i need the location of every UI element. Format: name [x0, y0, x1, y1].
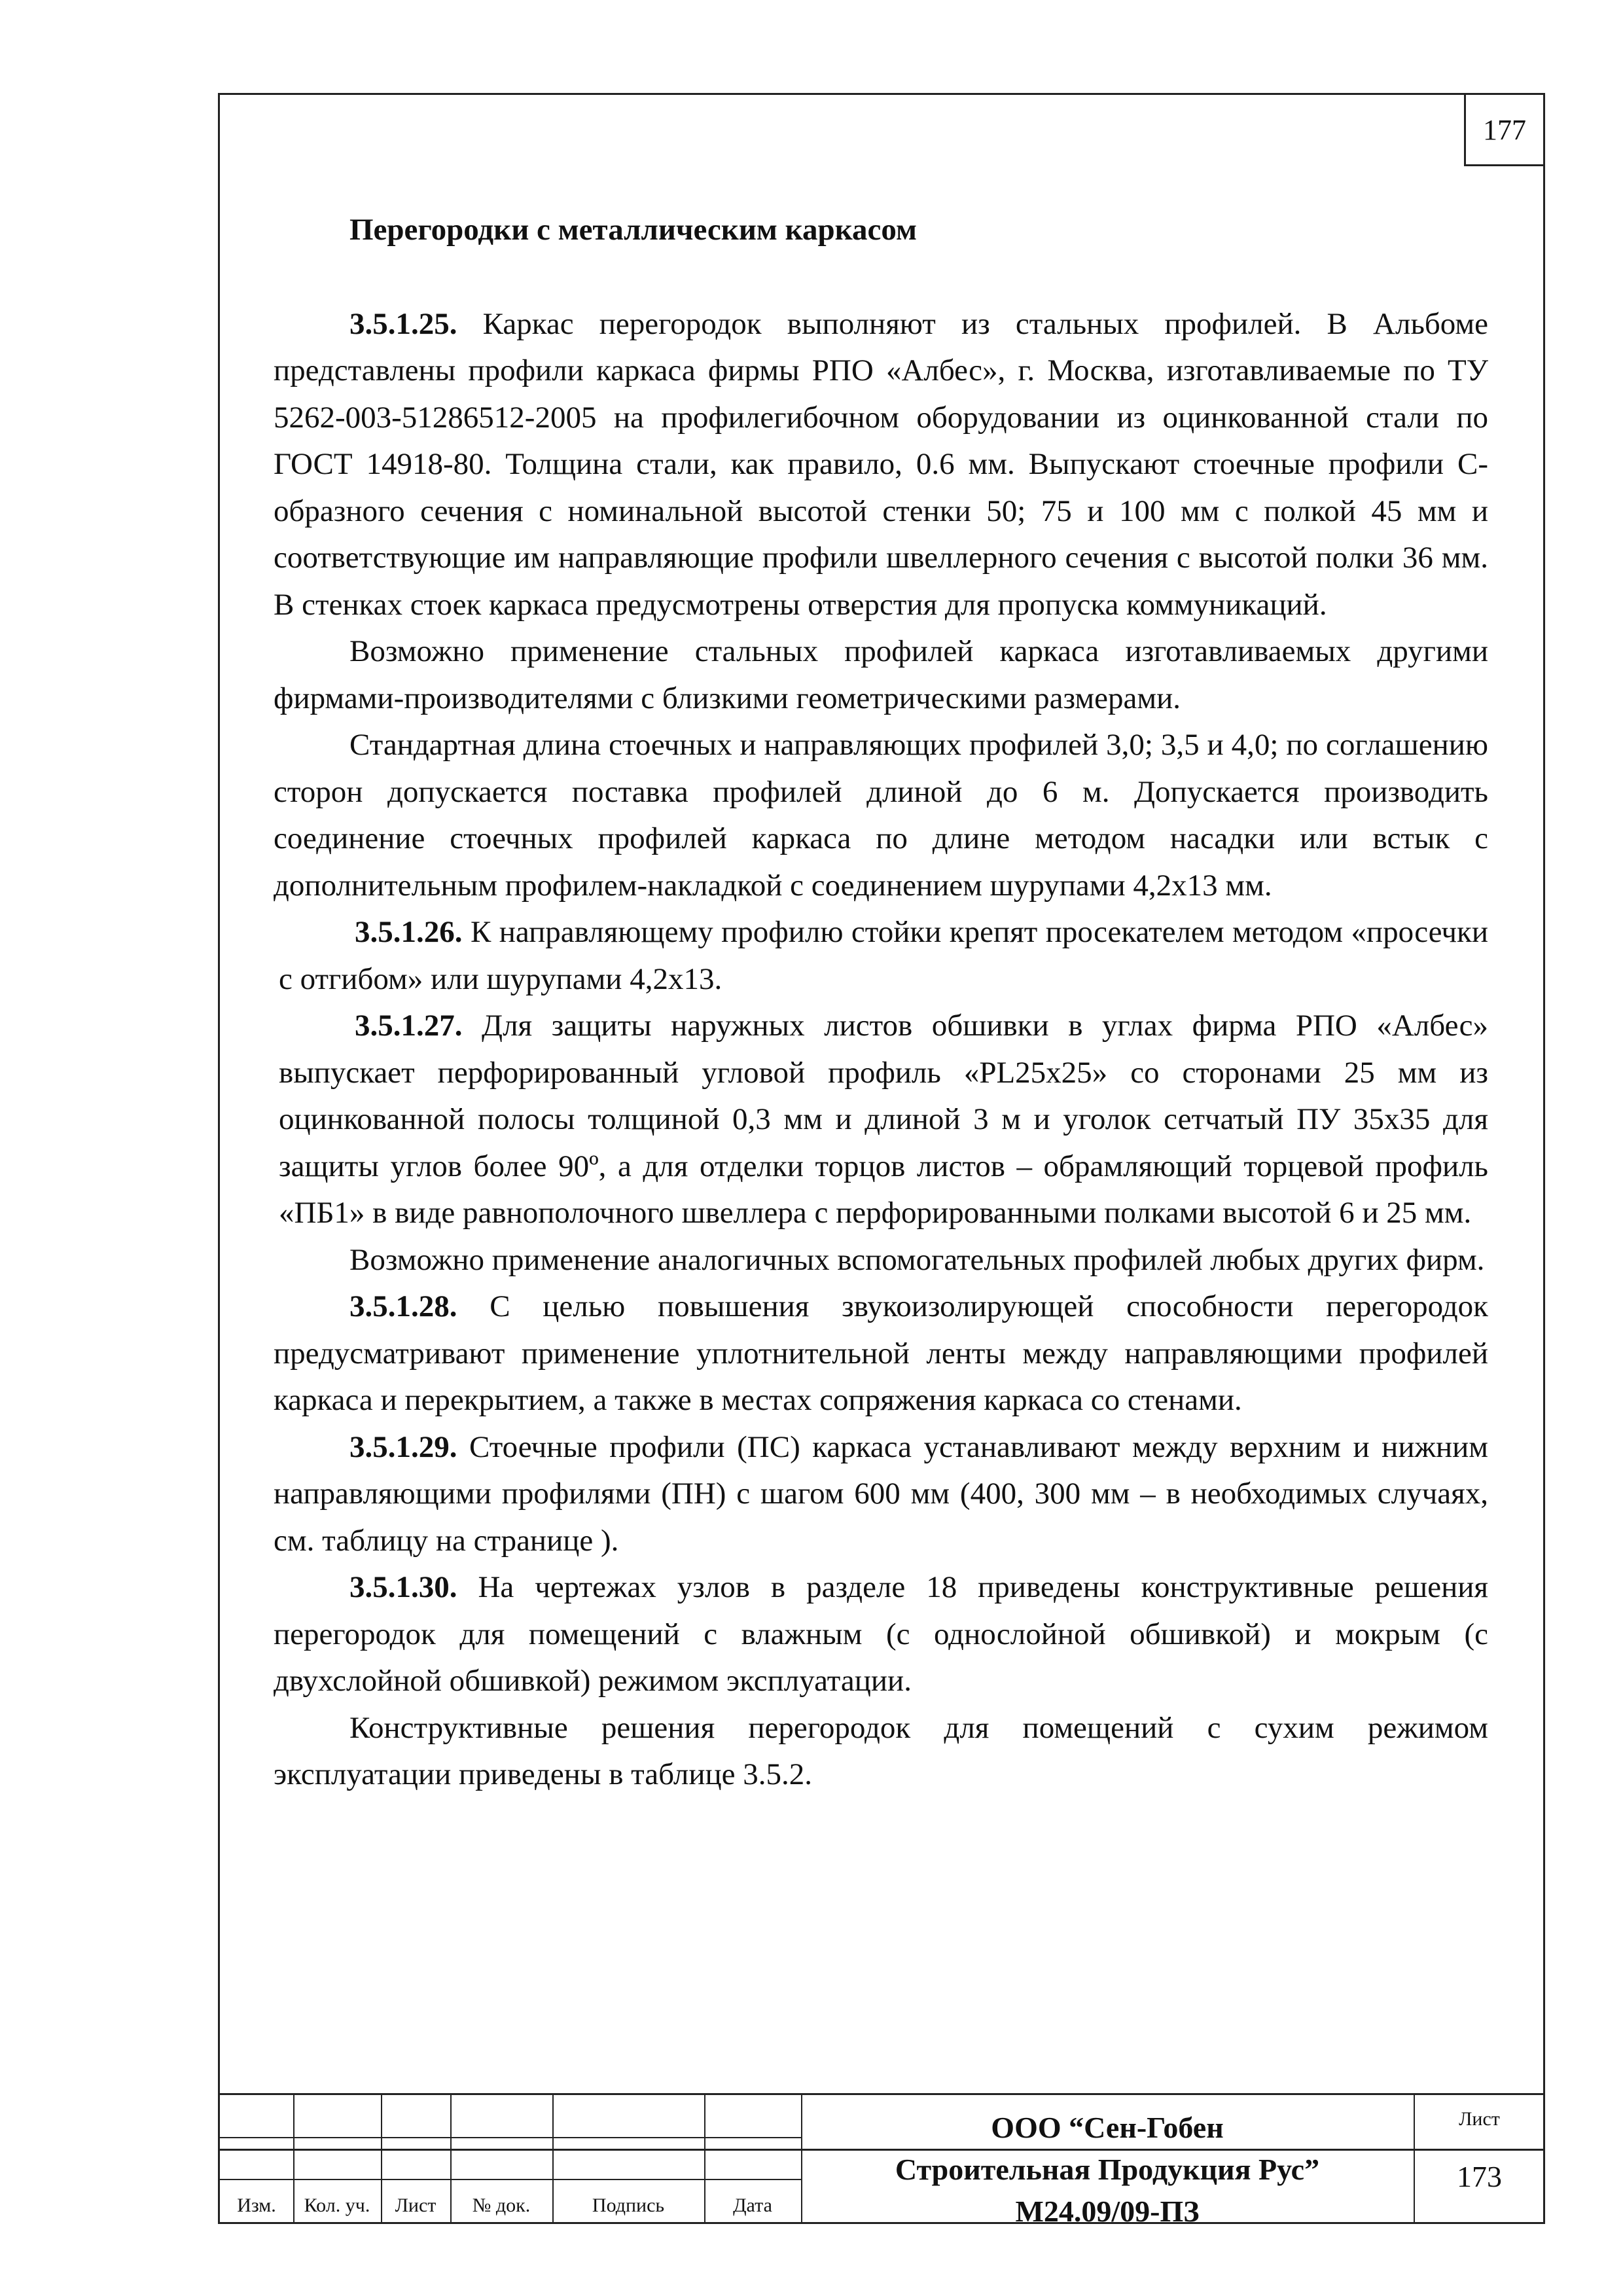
paragraph — [274, 1003, 1488, 1237]
paragraph-text: Возможно применение стальных профилей каркаса изготавливаемых другими фирмами-производителями с близкими геометрическими размерами. — [274, 634, 1488, 715]
title-block — [218, 2093, 1545, 2228]
paragraph — [274, 1705, 1488, 1799]
document-code: М24.09/09-ПЗ — [1015, 2195, 1200, 2228]
grid-line — [220, 2137, 801, 2138]
organization-block — [801, 2107, 1414, 2233]
sheet-number: 173 — [1457, 2160, 1502, 2193]
paragraph-text: Для защиты наружных листов обшивки в углах фирма РПО «Албес» выпускает перфорированный угловой профиль «PL25x25» со сторонами 25 мм из оцинкованной полосы толщиной 0,3 мм и длиной 3 м и уголок сетчатый ПУ 35х35 для защиты углов более 90º, а для отделки торцов листов – обрамляющий торцевой профиль «ПБ1» в виде равнополочного швеллера с перфорированными полками высотой 6 и 25 мм. — [279, 1009, 1488, 1230]
paragraph — [274, 722, 1488, 909]
paragraph-text: Каркас перегородок выполняют из стальных профилей. В Альбоме представлены профили каркаса фирмы РПО «Албес», г. Москва, изготавливаемые по ТУ 5262-003-51286512-2005 на профилегибочном оборудовании из оцинкованной стали по ГОСТ 14918-80. Толщина стали, как правило, 0.6 мм. Выпускают стоечные профили С-образного сечения с номинальной высотой стенки 50; 75 и 100 мм с полкой 45 мм и соответствующие им направляющие профили швеллерного сечения с высотой полки 36 мм. В стенках стоек каркаса предусмотрены отверстия для пропуска коммуникаций. — [274, 306, 1488, 622]
col-signature: Подпись — [592, 2195, 665, 2216]
clause-number: 3.5.1.30. — [349, 1570, 457, 1604]
grid-line — [220, 2179, 801, 2180]
paragraph — [274, 301, 1488, 629]
org-line-1: ООО “Сен-Гобен — [991, 2111, 1224, 2144]
clause-number: 3.5.1.26. — [355, 915, 463, 949]
document-body — [274, 207, 1488, 1799]
paragraph — [274, 1283, 1488, 1424]
page-number: 177 — [1464, 93, 1545, 166]
col-doc-number: № док. — [472, 2195, 531, 2216]
paragraph-text: На чертежах узлов в разделе 18 приведены конструктивные решения перегородок для помещений с влажным (с однослойной обшивкой) и мокрым (с двухслойной обшивкой) режимом эксплуатации. — [274, 1570, 1488, 1698]
sheet-label: Лист — [1459, 2108, 1500, 2130]
clause-number: 3.5.1.29. — [349, 1429, 457, 1464]
paragraph-text: Стандартная длина стоечных и направляющих профилей 3,0; 3,5 и 4,0; по соглашению сторон допускается поставка профилей длиной до 6 м. Допускается производить соединение стоечных профилей каркаса по длине методом насадки или встык с дополнительным профилем-накладкой с соединением шурупами 4,2х13 мм. — [274, 728, 1488, 903]
paragraph — [274, 1564, 1488, 1705]
clause-number: 3.5.1.28. — [349, 1289, 457, 1323]
paragraph-text: Стоечные профили (ПС) каркаса устанавливают между верхним и нижним направляющими профилями (ПН) с шагом 600 мм (400, 300 мм – в необходимых случаях, см. таблицу на странице ). — [274, 1429, 1488, 1558]
paragraph — [274, 1424, 1488, 1565]
paragraph — [274, 909, 1488, 1003]
col-date: Дата — [733, 2195, 772, 2216]
section-heading: Перегородки с металлическим каркасом — [349, 213, 918, 247]
paragraph-text: С целью повышения звукоизолирующей способности перегородок предусматривают применение уплотнительной ленты между направляющими профилей каркаса и перекрытием, а также в местах сопряжения каркаса со стенами. — [274, 1289, 1488, 1417]
clause-number: 3.5.1.25. — [349, 306, 457, 341]
org-line-2: Строительная Продукция Рус” — [895, 2153, 1320, 2186]
col-izm: Изм. — [237, 2195, 276, 2216]
paragraph-text: Возможно применение аналогичных вспомогательных профилей любых других фирм. — [349, 1242, 1485, 1277]
paragraph — [274, 628, 1488, 722]
paragraph-text: К направляющему профилю стойки крепят просекателем методом «просечки с отгибом» или шурупами 4,2х13. — [279, 915, 1488, 996]
clause-number: 3.5.1.27. — [355, 1009, 463, 1043]
col-list: Лист — [395, 2195, 437, 2216]
paragraph — [274, 1237, 1488, 1284]
col-kol-uch: Кол. уч. — [304, 2195, 370, 2216]
paragraph-text: Конструктивные решения перегородок для помещений с сухим режимом эксплуатации приведены в таблице 3.5.2. — [274, 1710, 1488, 1791]
